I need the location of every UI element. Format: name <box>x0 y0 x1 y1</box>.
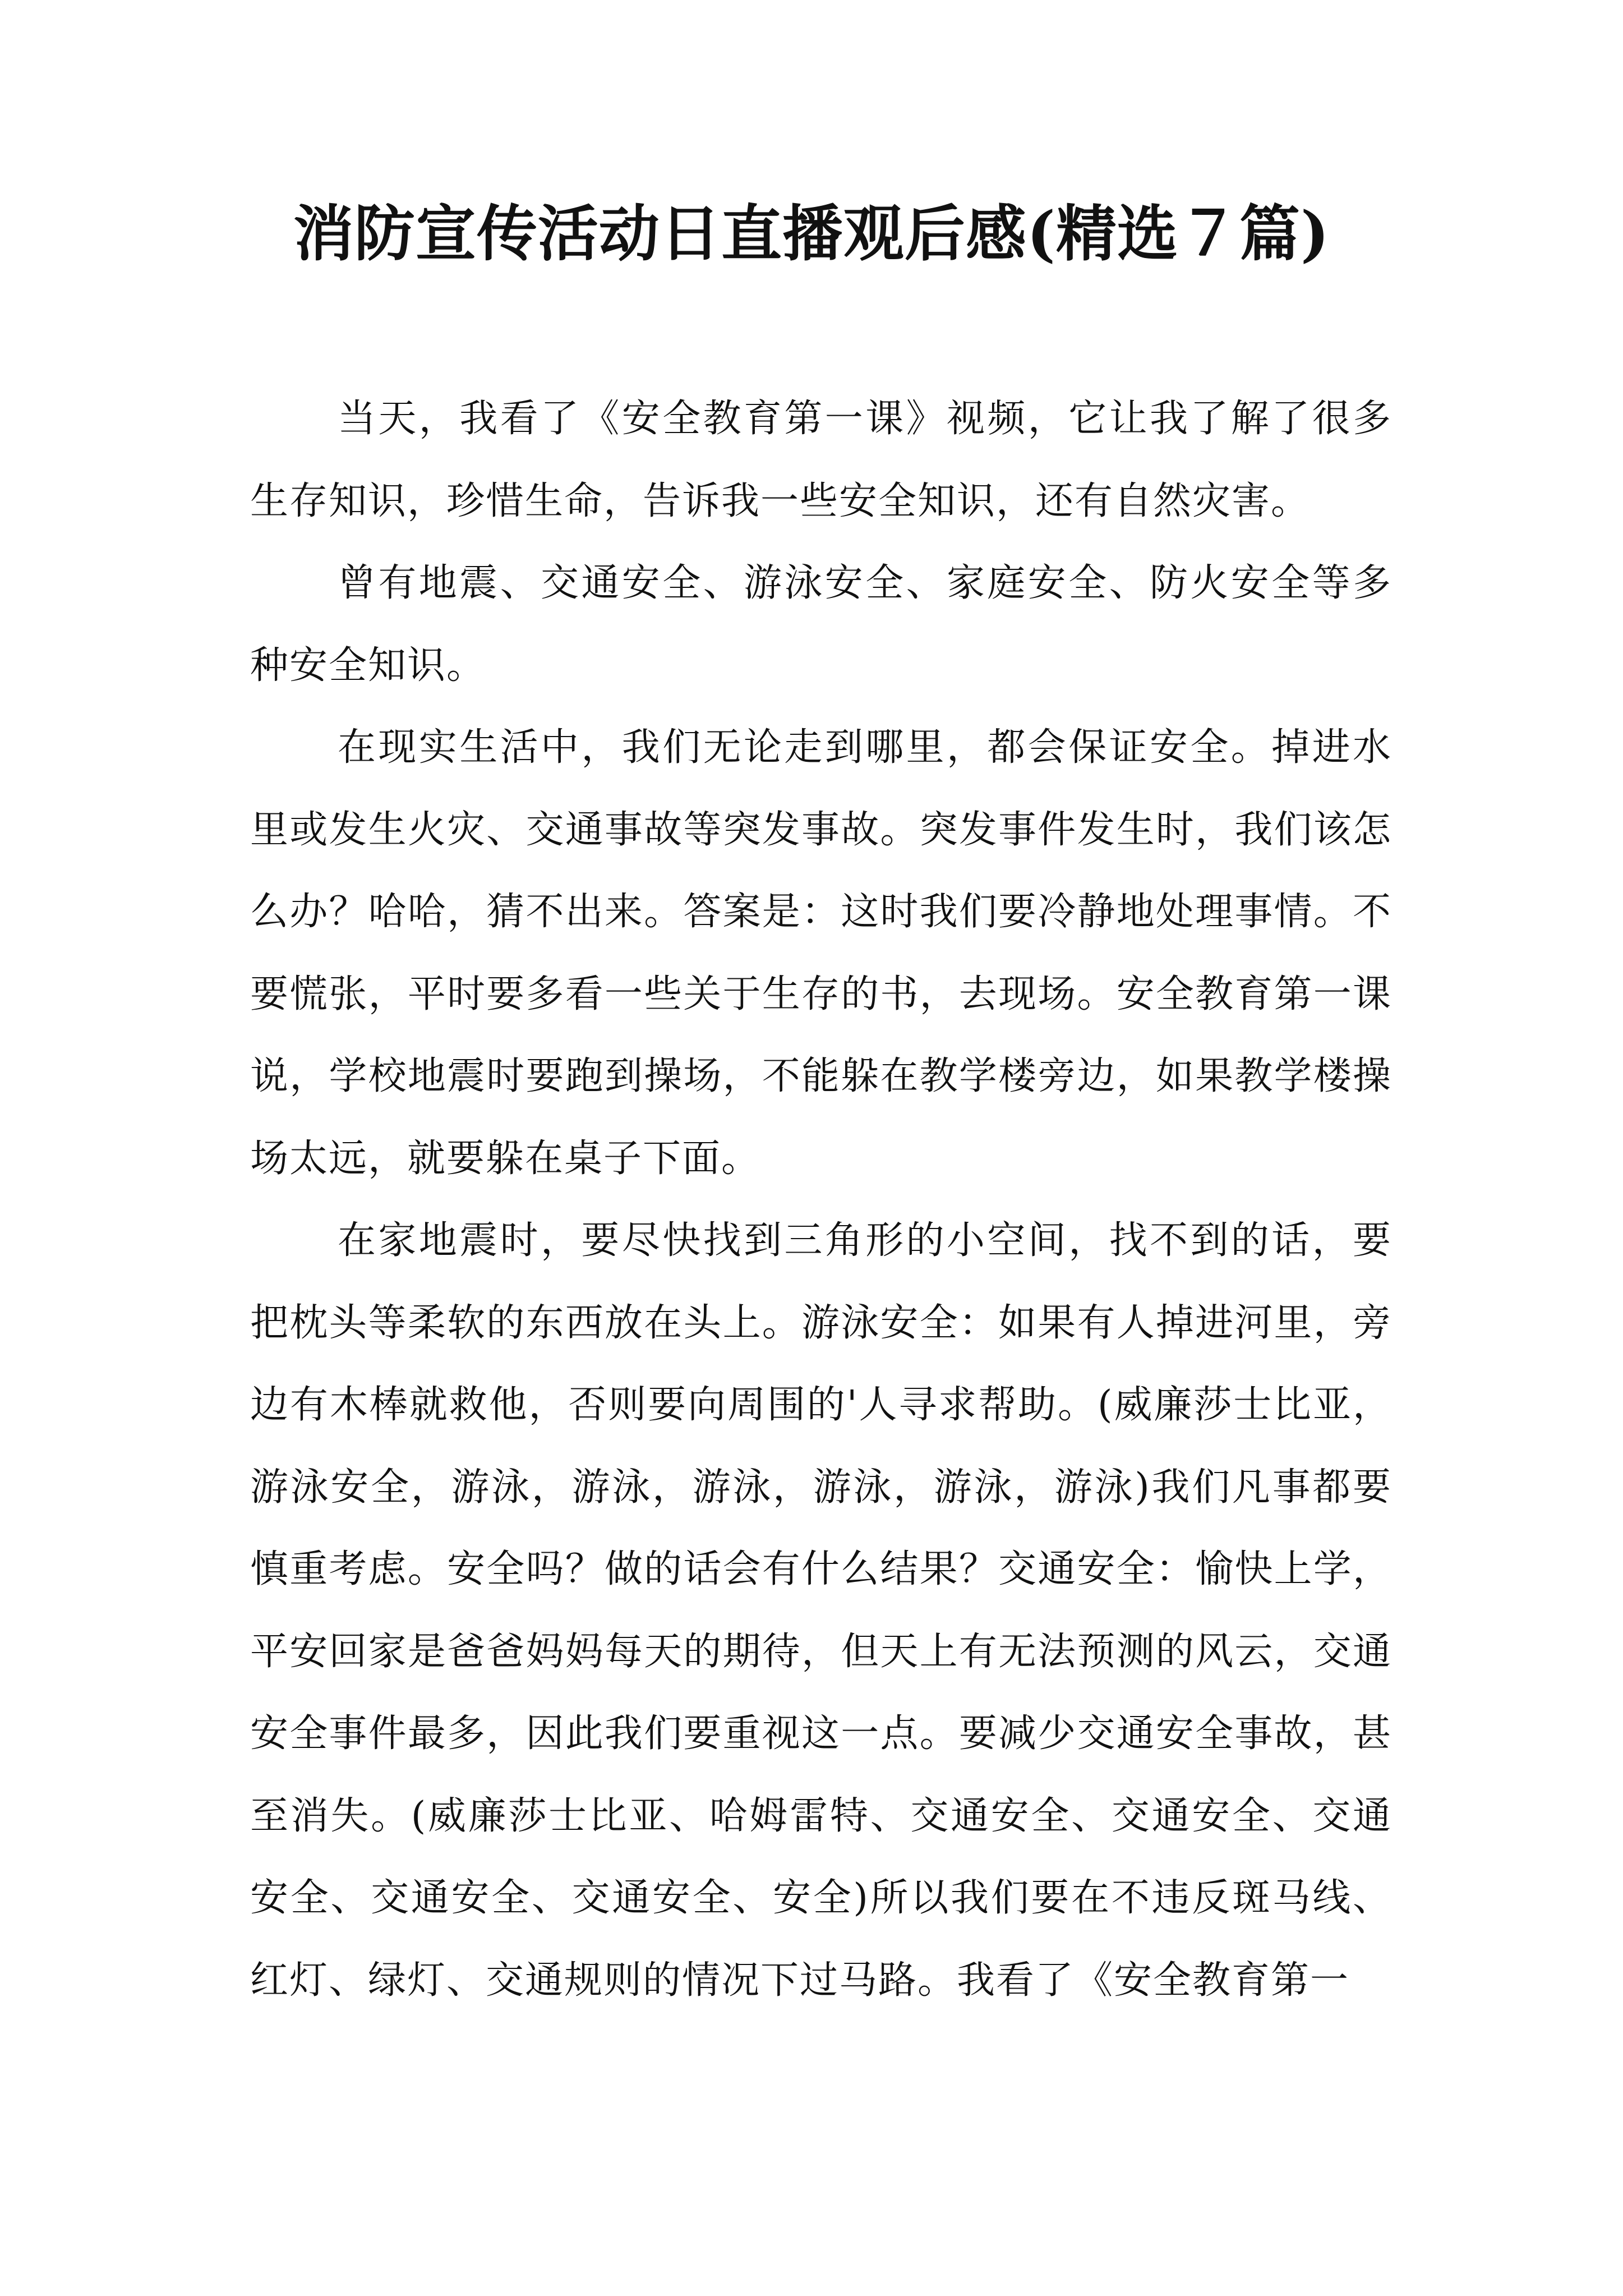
document-title: 消防宣传活动日直播观后感(精选７篇) <box>293 199 1330 269</box>
paragraph: 当天，我看了《安全教育第一课》视频，它让我了解了很多生存知识，珍惜生命，告诉我一些安全知识，还有自然灾害。 <box>250 397 1392 523</box>
paragraph: 曾有地震、交通安全、游泳安全、家庭安全、防火安全等多种安全知识。 <box>250 561 1392 688</box>
paragraph: 在家地震时，要尽快找到三角形的小空间，找不到的话，要把枕头等柔软的东西放在头上。游泳安全：如果有人掉进河里，旁边有木棒就救他，否则要向周围的'人寻求帮助。(威廉莎士比亚，游泳安全，游泳，游泳，游泳，游泳，游泳，游泳)我们凡事都要慎重考虑。安全吗？做的话会有什么结果？交通安全：愉快上学，平安回家是爸爸妈妈每天的期待，但天上有无法预测的风云，交通安全事件最多，因此我们要重视这一点。要减少交通安全事故，甚至消失。(威廉莎士比亚、哈姆雷特、交通安全、交通安全、交通安全、交通安全、交通安全、安全)所以我们要在不违反斑马线、红灯、绿灯、交通规则的情况下过马路。我看了《安全教育第一 <box>250 1218 1392 2003</box>
paragraph: 在现实生活中，我们无论走到哪里，都会保证安全。掉进水里或发生火灾、交通事故等突发事故。突发事件发生时，我们该怎么办？哈哈，猜不出来。答案是：这时我们要冷静地处理事情。不要慌张，平时要多看一些关于生存的书，去现场。安全教育第一课说，学校地震时要跑到操场，不能躲在教学楼旁边，如果教学楼操场太远，就要躲在桌子下面。 <box>250 725 1392 1181</box>
document-body <box>250 378 1392 2022</box>
